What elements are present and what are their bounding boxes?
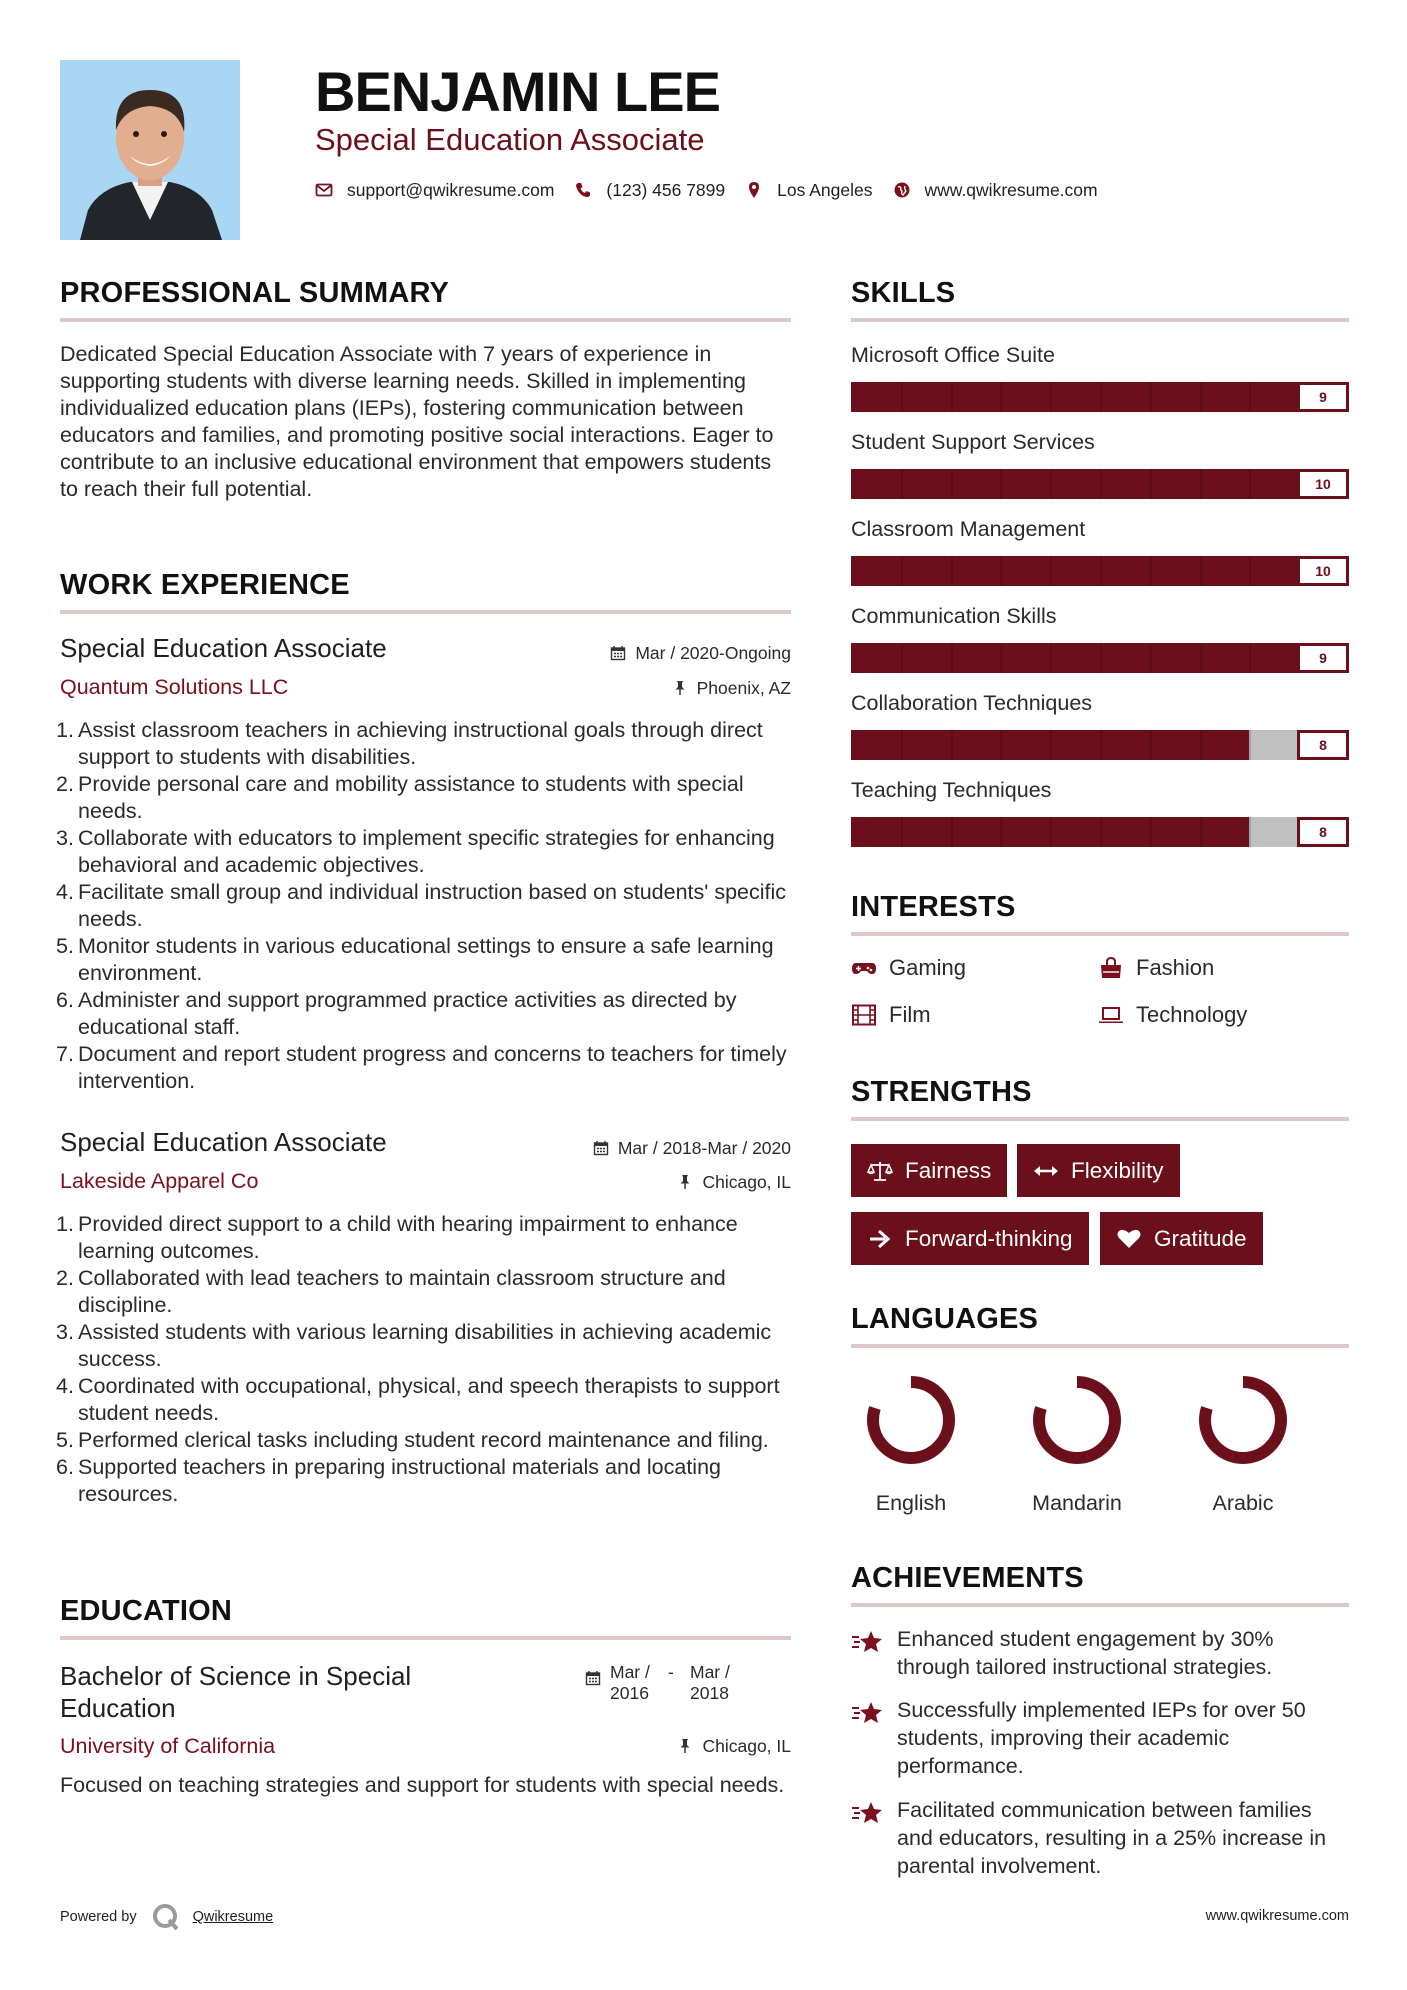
calendar-icon [585,1670,601,1686]
achievements-section-title: ACHIEVEMENTS [851,1562,1084,1594]
contact-location-text: Los Angeles [777,179,873,200]
skill-bar-segment [951,817,953,847]
job-date [610,642,791,664]
skills-section-title: SKILLS [851,277,956,309]
skill-bar-segment [951,643,953,673]
skill-name: Microsoft Office Suite [851,343,1055,367]
list-item: 3. Collaborate with educators to implement specific strategies for enhancing behavioral and academic objectives. [56,826,775,877]
education-divider [60,1636,791,1640]
language-item [1012,1370,1142,1516]
language-level-ring [861,1370,961,1470]
date-separator: - [668,1662,674,1682]
education-description: Focused on teaching strategies and support for students with special needs. [60,1773,785,1797]
list-item: 7. Document and report student progress and concerns to teachers for timely intervention. [56,1042,787,1093]
experience-divider [60,610,791,614]
skill-bar-segment [1150,556,1152,586]
skill-bar-segment [901,730,903,760]
skill-bar [851,643,1349,673]
film-icon [851,1004,877,1026]
list-item: 4. Coordinated with occupational, physical, and speech therapists to support student needs. [56,1374,780,1425]
summary-text: Dedicated Special Education Associate with 7 years of experience in supporting students with diverse learning needs. Skilled in implementing individualized education plans (IEPs), fostering communication between educators and families, and promoting positive social interactions. Eager to contribute to an inclusive educational environment that empowers students to reach their full potential. [60,342,774,501]
skill-bar-segment [1100,382,1102,412]
achievement-text: Facilitated communication between families and educators, resulting in a 25% increase in parental involvement. [897,1798,1327,1878]
strength-label: Gratitude [1154,1225,1247,1251]
list-item: 4. Facilitate small group and individual instruction based on students' specific needs. [56,880,787,931]
skill-bar-segment [1150,382,1152,412]
job-company: Quantum Solutions LLC [60,675,289,699]
skill-bar-segment [1000,817,1002,847]
skill-name: Student Support Services [851,430,1095,454]
education-dates [585,1662,742,1704]
skill-name: Teaching Techniques [851,778,1052,802]
strength-tag-forward-thinking [851,1212,1089,1265]
skill-bar-segment [1000,643,1002,673]
education-end: Mar / 2018 [690,1662,730,1703]
laptop-icon [1098,1004,1124,1026]
languages-section-title: LANGUAGES [851,1303,1039,1335]
experience-section-title: WORK EXPERIENCE [60,569,350,601]
gamepad-icon [851,957,877,979]
skill-bar-segment [1249,730,1251,760]
skill-score: 10 [1297,469,1349,499]
skill-name: Collaboration Techniques [851,691,1093,715]
list-item: 6. Administer and support programmed practice activities as directed by educational staff. [56,988,737,1039]
powered-by-label: Powered by [60,1909,137,1925]
footer-website[interactable]: www.qwikresume.com [1205,1908,1349,1924]
pushpin-icon [672,680,688,696]
skill-bar-segment [1050,556,1052,586]
strengths-section-title: STRENGTHS [851,1076,1032,1108]
shooting-star-icon [851,1798,885,1828]
skill-bar-segment [1200,469,1202,499]
shooting-star-icon [851,1698,885,1728]
qwikresume-logo-icon [151,1902,181,1932]
education-school: University of California [60,1734,276,1758]
skill-bar-segment [1100,817,1102,847]
skill-bar [851,556,1349,586]
achievement-text: Successfully implemented IEPs for over 50 students, improving their academic performance. [897,1698,1306,1778]
language-level-arc [1039,1382,1115,1458]
contact-bar [315,178,1118,202]
skill-bar-segment [1050,643,1052,673]
skill-bar-segment [901,643,903,673]
job-location-text: Phoenix, AZ [696,678,791,698]
interests-section-title: INTERESTS [851,891,1016,923]
strength-label: Forward-thinking [905,1225,1073,1251]
list-item: 1. Assist classroom teachers in achieving instructional goals through direct support to students with disabilities. [56,718,763,769]
job-bullets [56,1211,791,1508]
candidate-role: Special Education Associate [315,122,705,157]
skill-bar-segment [1200,556,1202,586]
skill-bar-segment [951,469,953,499]
qwikresume-link[interactable]: Qwikresume [192,1909,274,1925]
job-company: Lakeside Apparel Co [60,1169,259,1193]
skill-bar-segment [1100,730,1102,760]
skill-bar-segment [1249,556,1251,586]
skill-bar-segment [1200,730,1202,760]
language-level-ring [1027,1370,1127,1470]
strength-tag-flexibility [1017,1144,1180,1197]
strength-tag-fairness [851,1144,1007,1197]
skill-bar-segment [951,382,953,412]
list-item: 5. Monitor students in various educational settings to ensure a safe learning environment. [56,934,774,985]
skill-score: 9 [1297,382,1349,412]
language-item [846,1370,976,1516]
skill-bar-segment [901,469,903,499]
interest-label: Gaming [889,955,967,980]
contact-phone[interactable] [574,180,725,201]
education-degree: Bachelor of Science in Special Education [60,1661,412,1723]
envelope-icon [315,181,333,199]
arrows-horizontal-icon [1033,1160,1059,1182]
interest-label: Film [889,1002,931,1027]
skill-score: 10 [1297,556,1349,586]
skill-bar-segment [1200,643,1202,673]
interest-fashion [1098,955,1214,981]
education-location [677,1735,791,1757]
summary-section-title: PROFESSIONAL SUMMARY [60,277,450,309]
skill-bar-segment [951,730,953,760]
skill-score: 9 [1297,643,1349,673]
language-level-ring [1193,1370,1293,1470]
skill-bar-segment [901,556,903,586]
map-marker-icon [745,181,763,199]
languages-divider [851,1344,1349,1348]
skill-bar-segment [1150,469,1152,499]
contact-location [745,180,872,201]
profile-photo [60,60,240,240]
arrow-right-icon [867,1228,893,1250]
skills-divider [851,318,1349,322]
skill-bar-segment [1100,469,1102,499]
list-item: 2. Collaborated with lead teachers to maintain classroom structure and discipline. [56,1266,726,1317]
achievement-text: Enhanced student engagement by 30% through tailored instructional strategies. [897,1627,1274,1679]
skill-bar [851,730,1349,760]
skill-bar [851,382,1349,412]
achievement-item [851,1696,1349,1780]
skill-bar-segment [951,556,953,586]
skill-bar-segment [1000,730,1002,760]
interest-label: Fashion [1136,955,1215,980]
interest-gaming [851,955,966,981]
skill-bar-segment [1150,817,1152,847]
language-level-arc [873,1382,949,1458]
skill-bar-segment [901,817,903,847]
education-start: Mar / 2016 [610,1662,650,1703]
achievement-item [851,1625,1349,1681]
contact-email-text: support@qwikresume.com [347,179,555,200]
job-title: Special Education Associate [60,1127,387,1157]
skill-bar [851,469,1349,499]
skill-bar-segment [1249,382,1251,412]
strength-tag-gratitude [1100,1212,1263,1265]
shopping-bag-icon [1098,957,1124,979]
language-name: English [875,1491,947,1515]
job-date [593,1137,791,1159]
skill-bar-segment [1050,817,1052,847]
contact-email[interactable] [315,180,554,201]
calendar-icon [593,1140,609,1156]
list-item: 6. Supported teachers in preparing instructional materials and locating resources. [56,1455,721,1506]
skill-bar-segment [1000,382,1002,412]
job-location-text: Chicago, IL [702,1172,791,1192]
interests-divider [851,932,1349,936]
skill-bar-segment [1100,556,1102,586]
interest-technology [1098,1002,1247,1028]
job-bullets [56,717,791,1095]
skill-bar-segment [1000,469,1002,499]
skill-score: 8 [1297,730,1349,760]
interest-label: Technology [1136,1002,1248,1027]
skill-bar-fill [851,382,1299,412]
language-level-arc [1205,1382,1281,1458]
footer-powered-by [60,1902,273,1932]
job-date-text: Mar / 2018-Mar / 2020 [617,1138,791,1158]
strengths-divider [851,1117,1349,1121]
skill-bar-segment [1050,730,1052,760]
skill-bar-segment [1249,469,1251,499]
achievement-item [851,1796,1349,1880]
skill-name: Communication Skills [851,604,1057,628]
phone-icon [574,181,592,199]
skill-bar-segment [1200,382,1202,412]
skill-bar-fill [851,643,1299,673]
list-item: 1. Provided direct support to a child with hearing impairment to enhance learning outcomes. [56,1212,738,1263]
skill-name: Classroom Management [851,517,1086,541]
language-item [1178,1370,1308,1516]
shooting-star-icon [851,1627,885,1657]
pushpin-icon [677,1738,693,1754]
skill-bar-segment [1150,730,1152,760]
job-date-text: Mar / 2020-Ongoing [635,643,791,663]
job-location [672,677,791,699]
education-section-title: EDUCATION [60,1595,233,1627]
skill-bar-segment [1150,643,1152,673]
language-name: Mandarin [1032,1491,1122,1515]
skill-bar-segment [901,382,903,412]
contact-website[interactable] [893,180,1098,201]
skill-bar-segment [1000,556,1002,586]
list-item: 2. Provide personal care and mobility assistance to students with special needs. [56,772,744,823]
strength-label: Fairness [905,1157,992,1183]
job-title: Special Education Associate [60,633,387,663]
calendar-icon [610,645,626,661]
skill-score: 8 [1297,817,1349,847]
summary-divider [60,318,791,322]
skill-bar-segment [1200,817,1202,847]
heart-icon [1116,1228,1142,1250]
strength-label: Flexibility [1071,1157,1164,1183]
skill-bar-segment [1249,817,1251,847]
job-location [677,1171,791,1193]
skill-bar-segment [1249,643,1251,673]
skill-bar-segment [1050,382,1052,412]
interest-film [851,1002,931,1028]
list-item: 5. Performed clerical tasks including student record maintenance and filing. [56,1428,769,1452]
language-name: Arabic [1212,1491,1274,1515]
contact-website-text: www.qwikresume.com [924,179,1098,200]
achievements-divider [851,1603,1349,1607]
candidate-name: BENJAMIN LEE [315,60,720,123]
globe-icon [893,181,911,199]
skill-bar-segment [1100,643,1102,673]
contact-phone-text: (123) 456 7899 [606,179,726,200]
list-item: 3. Assisted students with various learning disabilities in achieving academic success. [56,1320,772,1371]
education-location-text: Chicago, IL [702,1736,791,1756]
balance-scale-icon [867,1160,893,1182]
skill-bar [851,817,1349,847]
skill-bar-segment [1050,469,1052,499]
pushpin-icon [677,1174,693,1190]
